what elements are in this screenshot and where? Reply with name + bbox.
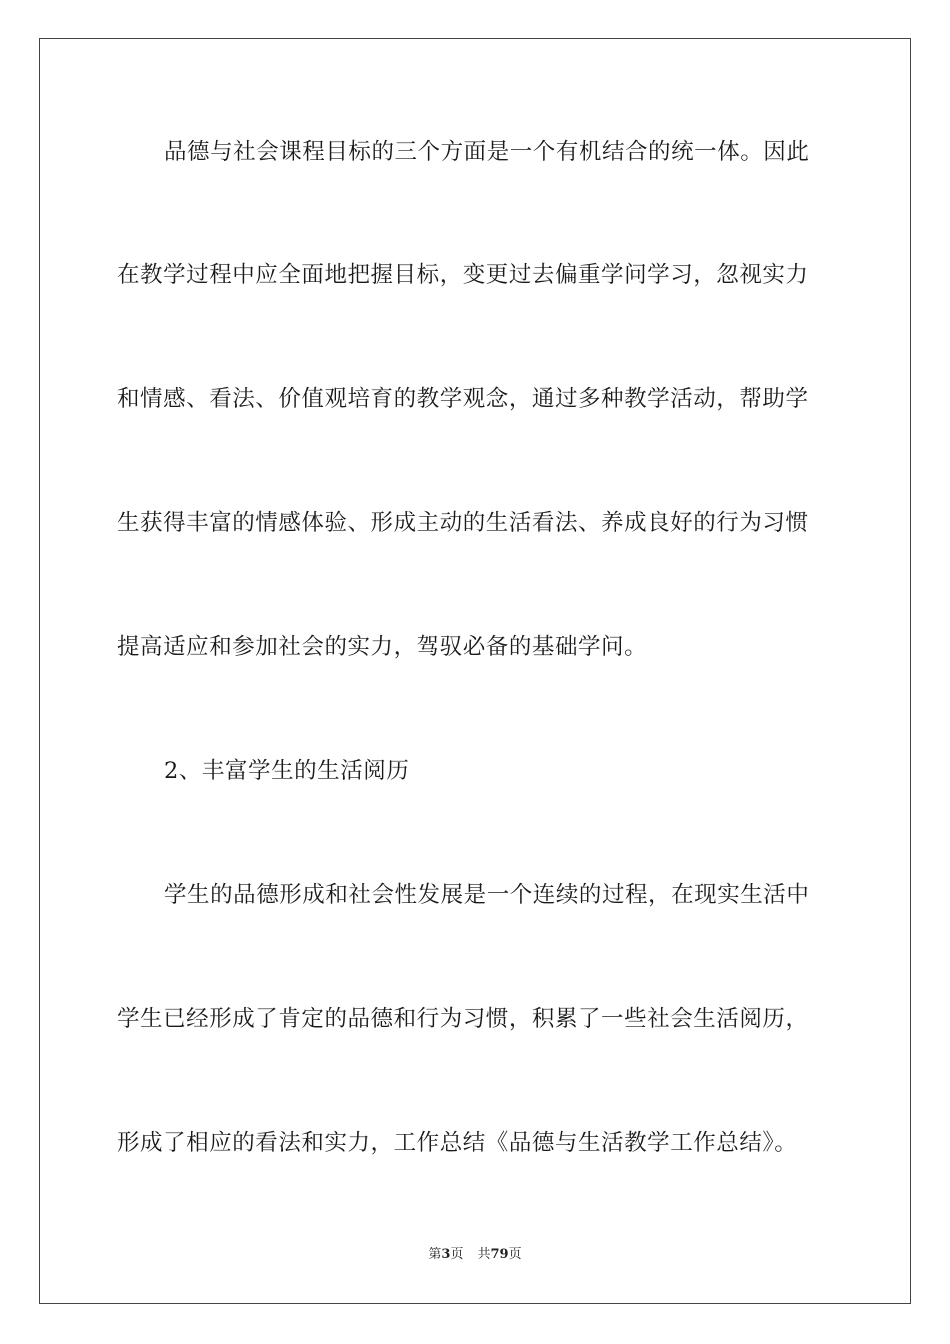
page-prefix: 第 — [428, 1247, 442, 1262]
paragraph-line: 在教学过程中应全面地把握目标，变更过去偏重学问学习，忽视实力 — [117, 262, 809, 288]
paragraph-line: 生获得丰富的情感体验、形成主动的生活看法、养成良好的行为习惯 — [117, 510, 809, 536]
total-suffix: 页 — [508, 1247, 522, 1262]
page-footer — [0, 1246, 950, 1264]
page-suffix: 页 — [450, 1247, 464, 1262]
page-border — [39, 38, 911, 1304]
total-page-count: 79 — [490, 1247, 509, 1262]
section-heading: 2、丰富学生的生活阅历 — [164, 758, 410, 784]
paragraph-line: 学生的品德形成和社会性发展是一个连续的过程，在现实生活中 — [164, 882, 810, 908]
paragraph-line: 提高适应和参加社会的实力，驾驭必备的基础学问。 — [117, 634, 648, 660]
total-prefix: 共 — [477, 1247, 491, 1262]
paragraph-line: 形成了相应的看法和实力，工作总结《品德与生活教学工作总结》。 — [117, 1130, 798, 1156]
current-page-number: 3 — [441, 1247, 451, 1262]
paragraph-line: 品德与社会课程目标的三个方面是一个有机结合的统一体。因此 — [164, 139, 810, 165]
paragraph-line: 和情感、看法、价值观培育的教学观念，通过多种教学活动，帮助学 — [117, 386, 809, 412]
paragraph-line: 学生已经形成了肯定的品德和行为习惯，积累了一些社会生活阅历， — [117, 1006, 809, 1032]
